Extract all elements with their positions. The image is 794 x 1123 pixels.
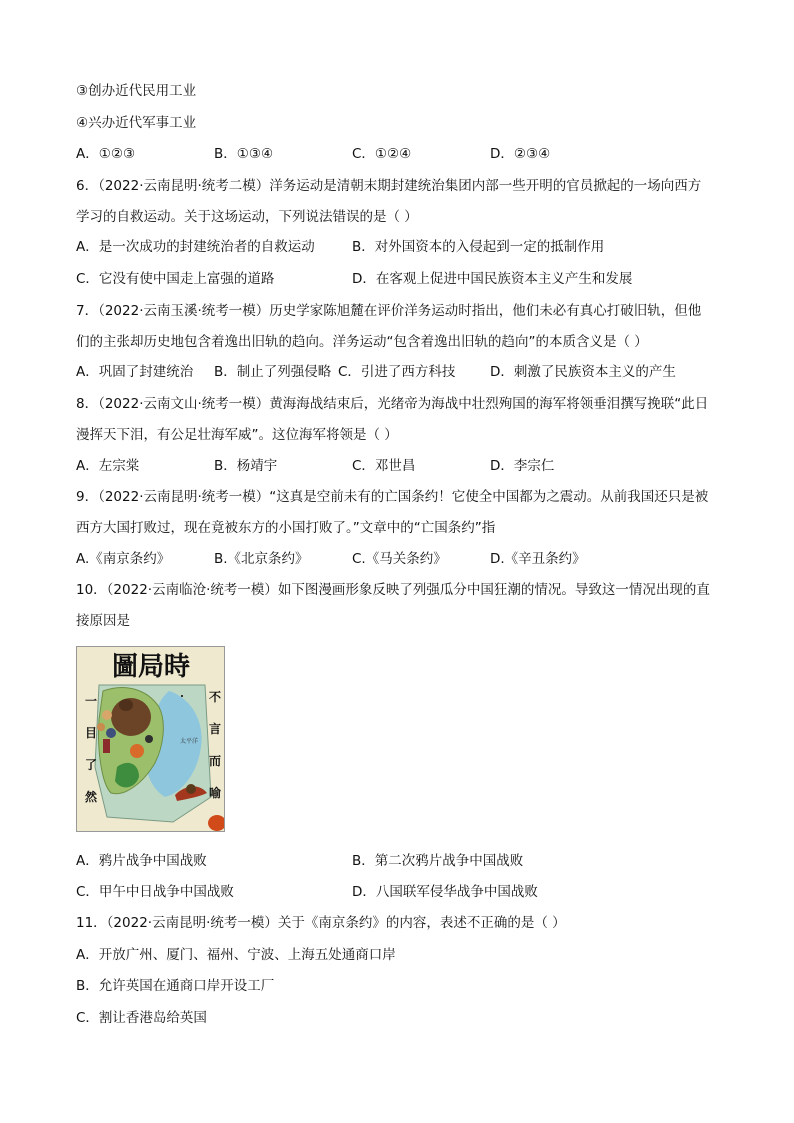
q9-stem-line2: 西方大国打败过，现在竟被东方的小国打败了。”文章中的“亡国条约”指 — [76, 520, 496, 536]
q8-option-d[interactable]: D．李宗仁 — [490, 458, 555, 474]
cartoon-map-label: 太平洋 — [179, 738, 199, 745]
q10-option-d[interactable]: D．八国联军侵华战争中国战败 — [352, 884, 538, 900]
cartoon-left-char-2: 目 — [85, 726, 98, 740]
q5-option-d[interactable]: D．②③④ — [490, 146, 551, 162]
q10-option-c[interactable]: C．甲午中日战争中国战败 — [76, 884, 234, 900]
q7-option-a[interactable]: A．巩固了封建统治 — [76, 364, 194, 380]
q5-options — [76, 144, 716, 164]
q7-options — [76, 362, 716, 382]
q10-stem-line2: 接原因是 — [76, 613, 130, 629]
q8-options — [76, 456, 716, 476]
q6-option-b[interactable]: B．对外国资本的入侵起到一定的抵制作用 — [352, 239, 605, 255]
cartoon-title: 圖局時 — [111, 652, 191, 682]
cartoon-left-char-4: 然 — [85, 790, 98, 804]
item-3: ③创办近代民用工业 — [76, 83, 197, 99]
cartoon-left-char-1: 一 — [85, 694, 98, 708]
q6-stem-line1: 6．（2022·云南昆明·统考二模）洋务运动是清朝末期封建统治集团内部一些开明的官员掀起的一场向西方 — [76, 178, 702, 194]
q10-option-a[interactable]: A．鸦片战争中国战败 — [76, 853, 207, 869]
q8-option-b[interactable]: B．杨靖宇 — [214, 458, 278, 474]
q9-option-c[interactable]: C.《马关条约》 — [352, 551, 447, 567]
q6-option-c[interactable]: C．它没有使中国走上富强的道路 — [76, 271, 275, 287]
q8-option-a[interactable]: A．左宗棠 — [76, 458, 140, 474]
q11-option-b[interactable]: B．允许英国在通商口岸开设工厂 — [76, 978, 275, 994]
q9-option-a[interactable]: A.《南京条约》 — [76, 551, 171, 567]
q11-stem: 11．（2022·云南昆明·统考一模）关于《南京条约》的内容，表述不正确的是（ ） — [76, 915, 566, 931]
q5-option-a[interactable]: A．①②③ — [76, 146, 136, 162]
q5-option-b[interactable]: B．①③④ — [214, 146, 274, 162]
q9-option-d[interactable]: D.《辛丑条约》 — [490, 551, 586, 567]
q8-stem-line2: 漫挥天下泪，有公足壮海军威”。这位海军将领是（ ） — [76, 427, 398, 443]
cartoon-right-char-1: 不 — [209, 690, 222, 704]
q7-stem-line1: 7．（2022·云南玉溪·统考一模）历史学家陈旭麓在评价洋务运动时指出，他们未必有真心打破旧轨，但他 — [76, 303, 702, 319]
q6-options-row2 — [76, 269, 716, 289]
cartoon-illustration — [77, 647, 225, 832]
q6-option-d[interactable]: D．在客观上促进中国民族资本主义产生和发展 — [352, 271, 633, 287]
q6-options-row1 — [76, 237, 716, 257]
cartoon-left-char-3: 了 — [85, 758, 98, 772]
q7-option-c[interactable]: C．引进了西方科技 — [338, 364, 456, 380]
item-4: ④兴办近代军事工业 — [76, 115, 197, 131]
q9-option-b[interactable]: B.《北京条约》 — [214, 551, 309, 567]
cartoon-right-char-2: 言 — [209, 722, 222, 736]
q7-option-d[interactable]: D．刺激了民族资本主义的产生 — [490, 364, 676, 380]
q9-stem-line1: 9．（2022·云南昆明·统考一模）“这真是空前未有的亡国条约！它使全中国都为之震动。从前我国还只是被 — [76, 489, 709, 505]
q11-option-c[interactable]: C．割让香港岛给英国 — [76, 1010, 207, 1026]
q10-options-row2 — [76, 882, 716, 902]
cartoon-right-char-3: 而 — [209, 754, 222, 768]
q9-options — [76, 549, 716, 569]
q10-options-row1 — [76, 851, 716, 871]
q6-option-a[interactable]: A．是一次成功的封建统治者的自救运动 — [76, 239, 315, 255]
q11-option-a[interactable]: A．开放广州、厦门、福州、宁波、上海五处通商口岸 — [76, 947, 396, 963]
q7-stem-line2: 们的主张却历史地包含着逸出旧轨的趋向。洋务运动“包含着逸出旧轨的趋向”的本质含义是（ ） — [76, 334, 648, 350]
q5-option-c[interactable]: C．①②④ — [352, 146, 412, 162]
cartoon-right-char-4: 喻 — [209, 786, 222, 800]
q10-stem-line1: 10．（2022·云南临沧·统考一模）如下图漫画形象反映了列强瓜分中国狂潮的情况。导致这一情况出现的直 — [76, 582, 710, 598]
shiju-tu-cartoon — [76, 646, 225, 832]
q10-option-b[interactable]: B．第二次鸦片战争中国战败 — [352, 853, 524, 869]
q8-stem-line1: 8．（2022·云南文山·统考一模）黄海海战结束后，光绪帝为海战中壮烈殉国的海军将领垂泪撰写挽联“此日 — [76, 396, 709, 412]
q8-option-c[interactable]: C．邓世昌 — [352, 458, 416, 474]
q6-stem-line2: 学习的自救运动。关于这场运动，下列说法错误的是（ ） — [76, 209, 418, 225]
q7-option-b[interactable]: B．制止了列强侵略 — [214, 364, 332, 380]
